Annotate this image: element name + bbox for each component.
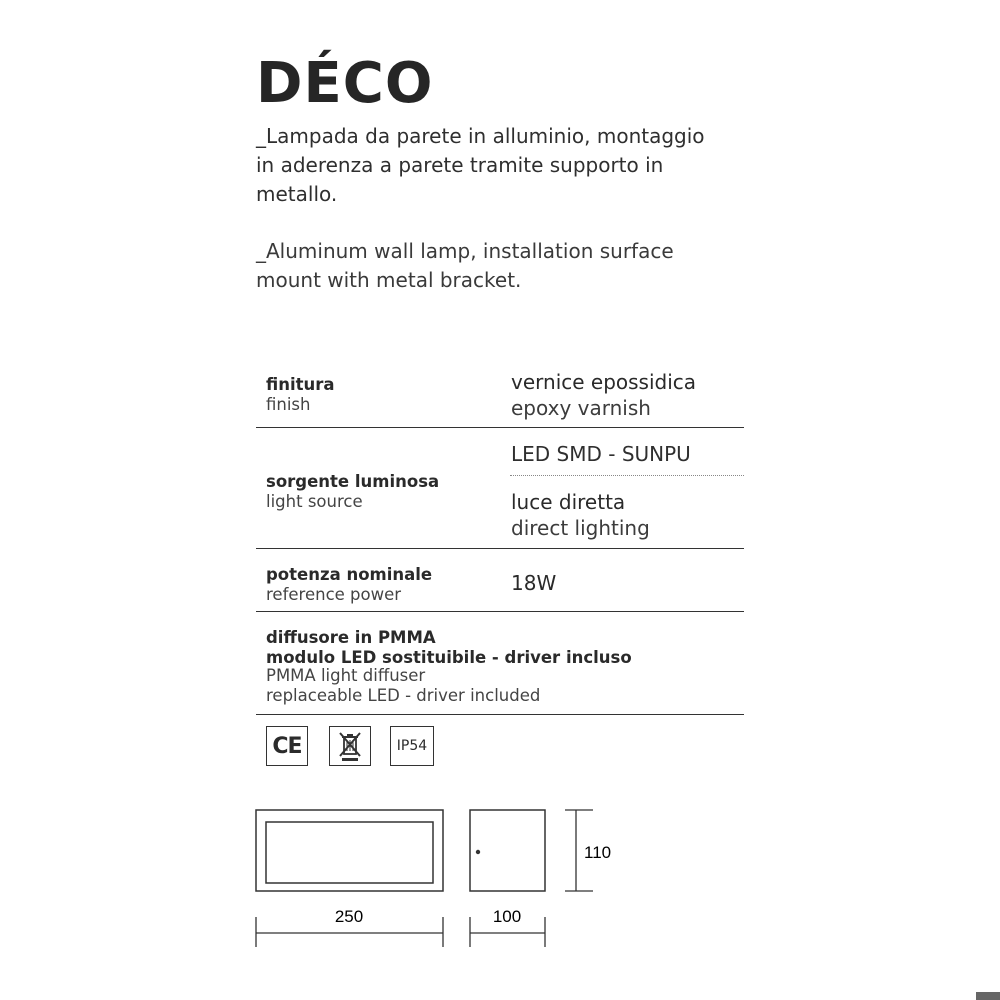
light-source-led: LED SMD - SUNPU [511,442,691,466]
front-view-inner [266,822,433,883]
finish-value-en: epoxy varnish [511,396,651,420]
power-value: 18W [511,571,557,595]
finish-label-it: finitura [266,375,335,394]
light-source-value-it: luce diretta [511,490,626,514]
notes-line2-it: modulo LED sostituibile - driver incluso [266,648,632,667]
finish-label-en: finish [266,395,311,414]
light-source-label-en: light source [266,492,363,511]
description-italian: _Lampada da parete in alluminio, montaggio in aderenza a parete tramite supporto in metallo. [256,124,705,206]
notes-line2-en: replaceable LED - driver included [266,686,541,705]
dimension-width-label: 250 [334,907,364,926]
corner-mark [976,992,1000,1000]
description-english: _Aluminum wall lamp, installation surface mount with metal bracket. [256,239,674,292]
ce-mark: CE [266,726,308,766]
light-source-value-en: direct lighting [511,516,650,540]
side-view [470,810,545,891]
side-view-screw [476,850,480,854]
finish-value-it: vernice epossidica [511,370,697,394]
ip-rating-badge: IP54 [390,726,434,766]
notes-line1-it: diffusore in PMMA [266,628,436,647]
power-label-en: reference power [266,585,402,604]
light-source-label-it: sorgente luminosa [266,472,440,491]
dimension-depth-label: 100 [492,907,522,926]
dimension-height-label: 110 [584,843,612,862]
product-title: DÉCO [256,51,434,116]
notes-line1-en: PMMA light diffuser [266,666,426,685]
power-label-it: potenza nominale [266,565,433,584]
